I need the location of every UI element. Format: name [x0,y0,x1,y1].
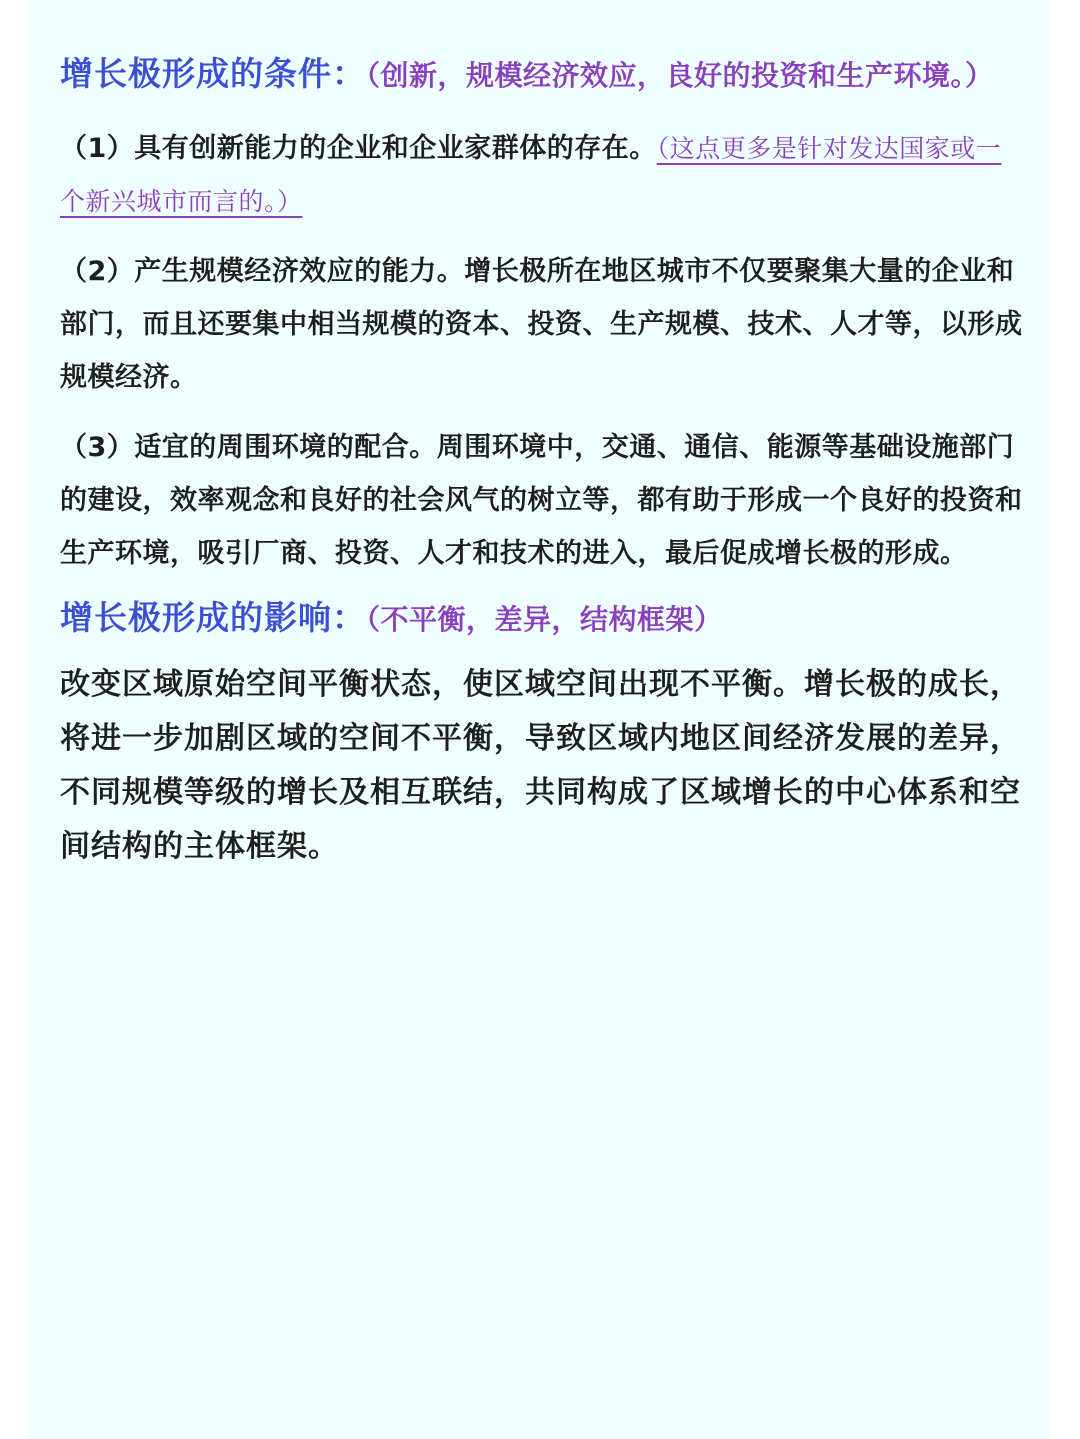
section-title-conditions: 增长极形成的条件： [60,54,366,93]
page-card [30,0,1050,1439]
condition-point-1-text: （1）具有创新能力的企业和企业家群体的存在。 [60,133,657,164]
section-heading-conditions [60,48,1025,102]
condition-point-2 [60,245,1025,404]
section-note-conditions: （创新，规模经济效应，良好的投资和生产环境。） [366,59,994,92]
condition-point-3 [60,421,1025,580]
condition-point-2-text: （2）产生规模经济效应的能力。增长极所在地区城市不仅要聚集大量的企业和部门，而且还要集中相当规模的资本、投资、生产规模、技术、人才等，以形成规模经济。 [60,256,1023,393]
condition-point-3-text: （3）适宜的周围环境的配合。周围环境中，交通、通信、能源等基础设施部门的建设，效率观念和良好的社会风气的树立等，都有助于形成一个良好的投资和生产环境，吸引厂商、投资、人才和技术的进入，最后促成增长极的形成。 [60,432,1023,569]
condition-point-1-note: （这点更多是针对发达国家或一个新兴城市而言的。） [60,134,1002,216]
impact-paragraph: 改变区域原始空间平衡状态，使区域空间出现不平衡。增长极的成长，将进一步加剧区域的空间不平衡，导致区域内地区间经济发展的差异，不同规模等级的增长及相互联结，共同构成了区域增长的中心体系和空间结构的主体框架。 [60,667,1021,864]
condition-point-1 [60,122,1025,228]
section-heading-impact [60,592,1025,646]
section-note-impact: （不平衡，差异，结构框架） [366,603,723,636]
document-content [60,48,1025,874]
section-title-impact: 增长极形成的影响： [60,598,366,637]
